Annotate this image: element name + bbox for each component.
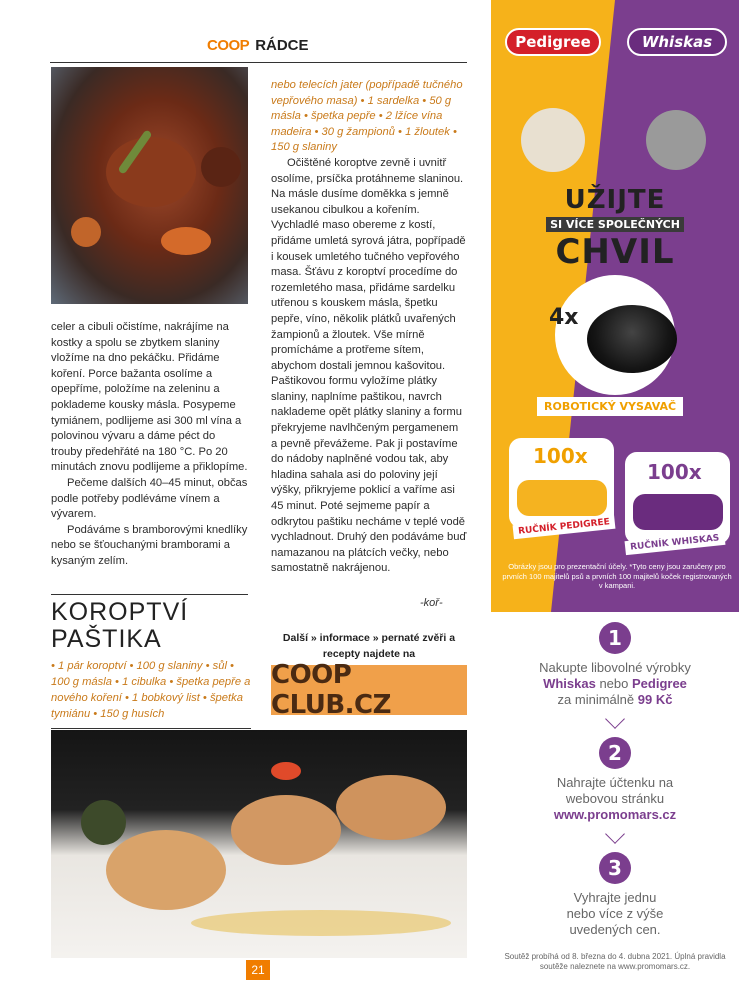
step-2-line-b: webovou stránku <box>565 791 665 806</box>
author-signature: -koř- <box>420 597 443 609</box>
step-2-line-a: Nahrajte účtenku na <box>556 775 674 790</box>
towel2-quantity: 100x <box>647 460 702 484</box>
ad-fine-print: Obrázky jsou pro prezentační účely. *Tyto ceny jsou zaručeny pro prvních 100 majitelů psů a prvních 100 majitelů koček registrovaných v kampani. <box>502 562 732 590</box>
towel2-label: RUČNÍK WHISKAS <box>625 531 725 555</box>
step-1-line-b <box>491 676 739 692</box>
pheasant-dish-photo <box>51 67 248 304</box>
pedigree-logo: Pedigree <box>505 28 601 56</box>
ingredients-list: • 1 pár koroptví • 100 g slaniny • sůl • 100 g másla • 1 cibulka • špetka pepře a nového koření • 1 bobkový list • špetka tymiánu • 150 g husích <box>51 658 251 729</box>
or-text: nebo <box>595 676 632 691</box>
pedigree-whiskas-ad[interactable] <box>491 0 739 612</box>
page-number: 21 <box>246 960 270 980</box>
coop-logo: COOP <box>207 37 250 54</box>
article-column-2 <box>271 78 467 577</box>
step-1-line-a: Nakupte libovolné výrobky <box>539 660 691 675</box>
section-title: RÁDCE <box>255 37 309 54</box>
header-rule <box>50 62 467 63</box>
headline-line2: SI VÍCE SPOLEČNÝCH <box>546 217 684 232</box>
step-3-number: 3 <box>599 852 631 884</box>
step-3-line-b: nebo více z výše <box>566 906 664 921</box>
article-column-1 <box>51 320 248 570</box>
recipe-title-line1: KOROPTVÍ <box>51 598 189 626</box>
robot-label: ROBOTICKÝ VYSAVAČ <box>537 397 683 416</box>
ingredients-continued: nebo telecích jater (popřípadě tučného vepřového masa) • 1 sardelka • 50 g másla • špetka pepře • 2 lžíce vína madeira • 30 g žampionů • 1 žloutek • 150 g slaniny <box>271 79 463 154</box>
step-3-line-c: uvedených cen. <box>569 922 661 937</box>
ad-headline <box>529 185 701 280</box>
whiskas-towel-image <box>633 494 723 530</box>
step-1-line-c <box>491 692 739 708</box>
coop-club-link[interactable]: COOP CLUB.CZ <box>271 665 467 715</box>
recipe-title-block <box>51 594 248 653</box>
step-1-number: 1 <box>599 622 631 654</box>
min-text: za minimálně <box>557 692 638 707</box>
step-2-line-c[interactable] <box>491 807 739 823</box>
step-3-line-a: Vyhrajte jednu <box>573 890 657 905</box>
paragraph: Pečeme dalších 40–45 minut, občas podle potřeby podléváme vínem a vývarem. <box>51 476 248 521</box>
whiskas-text: Whiskas <box>543 676 596 691</box>
chevron-down-icon <box>605 824 625 844</box>
paragraph: Podáváme s bramborovými knedlíky nebo se šťouchanými bramborami a kysaným zelím. <box>51 523 248 567</box>
step-3-text <box>491 890 739 938</box>
robot-quantity: 4x <box>549 305 579 330</box>
price-text: 99 Kč <box>637 692 673 707</box>
step-1-text <box>491 660 739 708</box>
pate-dish-photo <box>51 730 467 958</box>
pedigree-towel-image <box>517 480 607 516</box>
towel1-quantity: 100x <box>533 444 588 468</box>
step-2-text <box>491 775 739 823</box>
paragraph: celer a cibuli očistíme, nakrájíme na kostky a spolu se zbytkem slaniny vložíme na dno pekáčku. Přidáme koření. Porce bažanta osolíme a opepříme, položíme na zeleninu a poklademe kousky másla. Posypeme tymiánem, podlijeme asi 300 ml vína a polovinou vývaru a dáme péct do trouby předehřáté na 180 °C. Po 20 minutách znovu podlijeme a přiklopíme. <box>51 321 248 474</box>
step-2-number: 2 <box>599 737 631 769</box>
contest-steps <box>491 612 739 1000</box>
recipe-title-line2: PAŠTIKA <box>51 625 162 653</box>
paragraph: Očištěné koroptve zevně i uvnitř osolíme, prsíčka protáhneme slaninou. Na másle dusíme doměkka s jemně usekanou cibulkou a kořením. Vychladlé maso obereme z kostí, přidáme umletá syrová játra, popřípadě i kousek umletého tučného vepřového masa. Šťávu z koroptví procedíme do rozemletého masa, přidáme sardelku utřenou s kouskem másla, špetku pepře, víno, několik plátků uvařených žampionů a žloutek. Vše mírně promícháme a protřeme sítem, abychom dostali jemnou kašovitou. Paštikovou formu vyložíme plátky slaniny, naplníme paštikou, navrch naklademe opět plátky slaniny a formu překryjeme navlhčeným pergamenem a pevně převážeme. Pak ji postavíme do nádoby naplněné vodou tak, aby hladina sahala asi do poloviny její výšky, přikryjeme poklicí a vaříme asi 45 minut. Poté sejmeme papír a odkrytou paštiku necháme v teplé vodě vychladnout. Druhý den podáváme buď namazanou na plátcích večky, nebo samostatně nakrájenou. <box>271 156 467 575</box>
magazine-header <box>207 37 309 54</box>
towel1-label: RUČNÍK PEDIGREE <box>513 515 616 540</box>
promo-text: Další » informace » pernaté zvěři a recepty najdete na <box>282 632 456 660</box>
legal-text: Soutěž probíhá od 8. března do 4. dubna 2021. Úplná pravidla soutěže naleznete na www.promomars.cz. <box>504 952 726 971</box>
robot-vacuum-image <box>587 305 677 373</box>
headline-line3: CHVIL <box>555 232 675 272</box>
pedigree-text: Pedigree <box>631 676 687 691</box>
promomars-link[interactable]: www.promomars.cz <box>553 807 677 822</box>
whiskas-logo: Whiskas <box>627 28 727 56</box>
headline-line1: UŽIJTE <box>564 185 666 215</box>
chevron-down-icon <box>605 709 625 729</box>
